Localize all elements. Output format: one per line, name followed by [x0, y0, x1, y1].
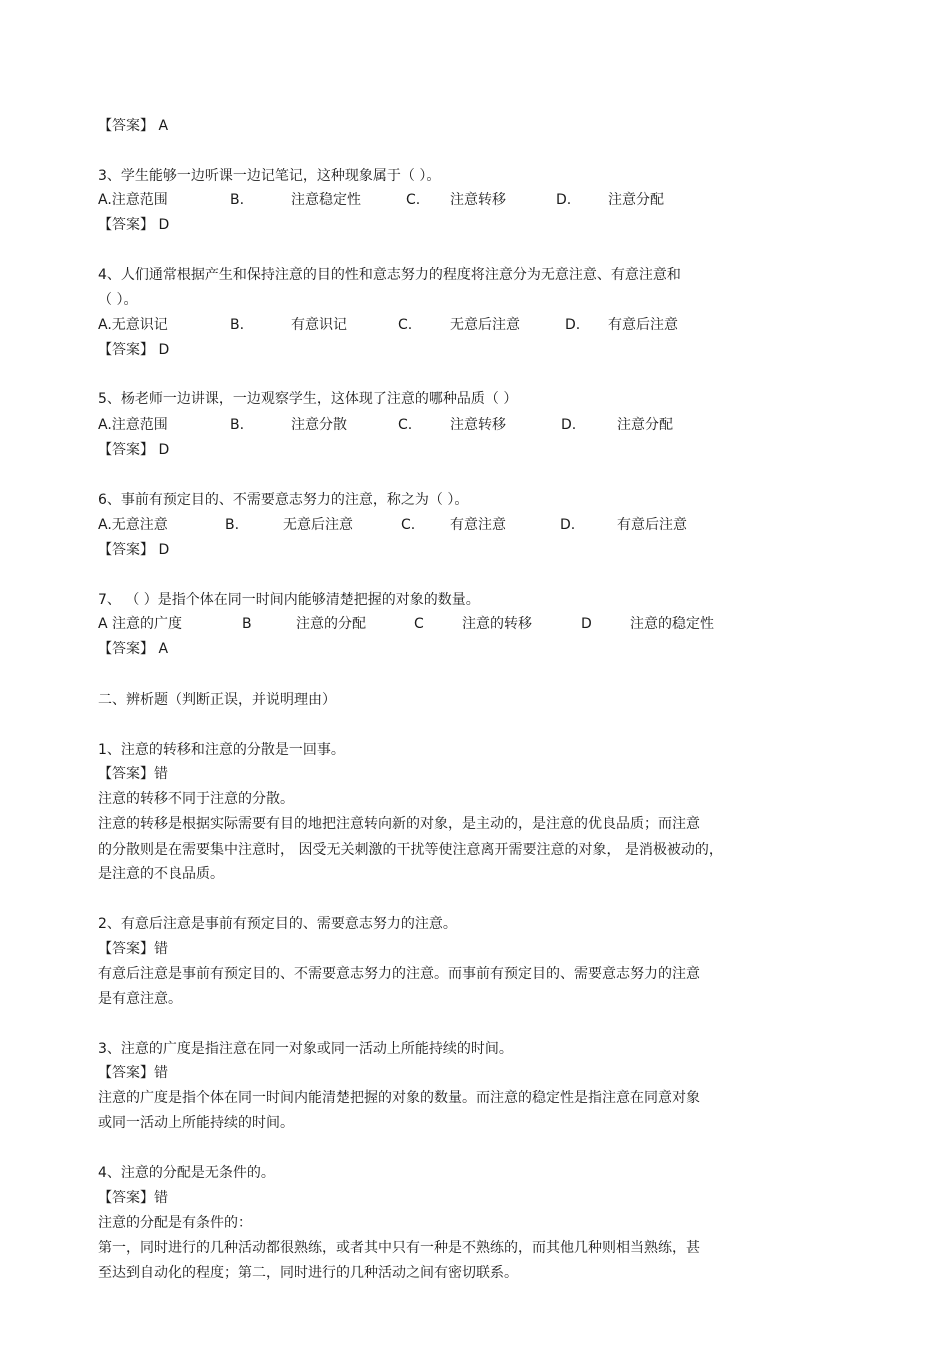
q6-opt-b-text: 无意后注意 — [283, 517, 353, 533]
p2-title: 2、有意后注意是事前有预定目的、需要意志努力的注意。 — [98, 916, 457, 932]
q7-opt-d: D — [581, 616, 592, 632]
q4-opt-d-text: 有意后注意 — [608, 317, 678, 333]
p1-answer: 【答案】错 — [98, 766, 168, 782]
q6-opt-b: B. — [225, 517, 240, 533]
q5-opt-d: D. — [561, 417, 577, 433]
q7-answer: 【答案】 A — [98, 641, 169, 657]
p4-answer: 【答案】错 — [98, 1190, 168, 1206]
q4-opt-c: C. — [398, 317, 413, 333]
q7-opt-b-text: 注意的分配 — [296, 616, 366, 632]
q4-opt-b: B. — [230, 317, 245, 333]
q6-opt-c: C. — [401, 517, 416, 533]
p4-line-3: 至达到自动化的程度；第二，同时进行的几种活动之间有密切联系。 — [98, 1265, 518, 1281]
q3-opt-c-text: 注意转移 — [450, 192, 506, 208]
p4-line-2: 第一，同时进行的几种活动都很熟练，或者其中只有一种是不熟练的，而其他几种则相当熟练，甚 — [98, 1240, 700, 1256]
q6-opt-a: A.无意注意 — [98, 517, 168, 533]
q4-opt-b-text: 有意识记 — [291, 317, 347, 333]
q5-opt-c: C. — [398, 417, 413, 433]
q6-stem: 6、事前有预定目的、不需要意志努力的注意，称之为（ ）。 — [98, 492, 469, 508]
p1-line-2: 注意的转移是根据实际需要有目的地把注意转向新的对象，是主动的，是注意的优良品质；而注意 — [98, 816, 700, 832]
p2-line-2: 是有意注意。 — [98, 991, 182, 1007]
q4-opt-d: D. — [565, 317, 581, 333]
q4-answer: 【答案】 D — [98, 342, 170, 358]
p1-line-4: 是注意的不良品质。 — [98, 866, 224, 882]
q7-opt-a: A 注意的广度 — [98, 616, 183, 632]
q4-stem-1: 4、人们通常根据产生和保持注意的目的性和意志努力的程度将注意分为无意注意、有意注意和 — [98, 267, 681, 283]
q3-opt-d: D. — [556, 192, 572, 208]
p4-title: 4、注意的分配是无条件的。 — [98, 1165, 275, 1181]
q7-opt-d-text: 注意的稳定性 — [630, 616, 714, 632]
q5-answer: 【答案】 D — [98, 442, 170, 458]
p3-line-1: 注意的广度是指个体在同一时间内能清楚把握的对象的数量。而注意的稳定性是指注意在同意对象 — [98, 1090, 700, 1106]
q2-answer: 【答案】 A — [98, 118, 169, 134]
q3-answer: 【答案】 D — [98, 217, 170, 233]
p1-title: 1、注意的转移和注意的分散是一回事。 — [98, 742, 345, 758]
q5-opt-a: A.注意范围 — [98, 417, 168, 433]
q5-opt-d-text: 注意分配 — [617, 417, 673, 433]
p1-line-3: 的分散则是在需要集中注意时， 因受无关刺激的干扰等使注意离开需要注意的对象， 是消极被动的， — [98, 842, 723, 858]
q3-opt-b: B. — [230, 192, 245, 208]
p4-line-1: 注意的分配是有条件的： — [98, 1215, 252, 1231]
q4-opt-a: A.无意识记 — [98, 317, 168, 333]
q6-opt-d-text: 有意后注意 — [617, 517, 687, 533]
q7-opt-c: C — [414, 616, 424, 632]
q7-opt-c-text: 注意的转移 — [462, 616, 532, 632]
q5-opt-b-text: 注意分散 — [291, 417, 347, 433]
p3-line-2: 或同一活动上所能持续的时间。 — [98, 1115, 294, 1131]
q3-opt-c: C. — [406, 192, 421, 208]
p3-title: 3、注意的广度是指注意在同一对象或同一活动上所能持续的时间。 — [98, 1041, 513, 1057]
q4-opt-c-text: 无意后注意 — [450, 317, 520, 333]
q7-opt-b: B — [242, 616, 252, 632]
q5-stem: 5、杨老师一边讲课，一边观察学生，这体现了注意的哪种品质（ ） — [98, 391, 518, 407]
q3-opt-a: A.注意范围 — [98, 192, 168, 208]
q5-opt-b: B. — [230, 417, 245, 433]
q4-stem-2: （ ）。 — [98, 292, 138, 308]
q7-stem: 7、 （ ）是指个体在同一时间内能够清楚把握的对象的数量。 — [98, 592, 480, 608]
q5-opt-c-text: 注意转移 — [450, 417, 506, 433]
q3-opt-d-text: 注意分配 — [608, 192, 664, 208]
p1-line-1: 注意的转移不同于注意的分散。 — [98, 791, 294, 807]
q6-answer: 【答案】 D — [98, 542, 170, 558]
q3-stem: 3、学生能够一边听课一边记笔记，这种现象属于（ ）。 — [98, 168, 441, 184]
q6-opt-d: D. — [560, 517, 576, 533]
p2-line-1: 有意后注意是事前有预定目的、不需要意志努力的注意。而事前有预定目的、需要意志努力的注意 — [98, 966, 700, 982]
q3-opt-b-text: 注意稳定性 — [291, 192, 361, 208]
p3-answer: 【答案】错 — [98, 1065, 168, 1081]
section-heading: 二、辨析题（判断正误，并说明理由） — [98, 692, 336, 708]
p2-answer: 【答案】错 — [98, 941, 168, 957]
q6-opt-c-text: 有意注意 — [450, 517, 506, 533]
